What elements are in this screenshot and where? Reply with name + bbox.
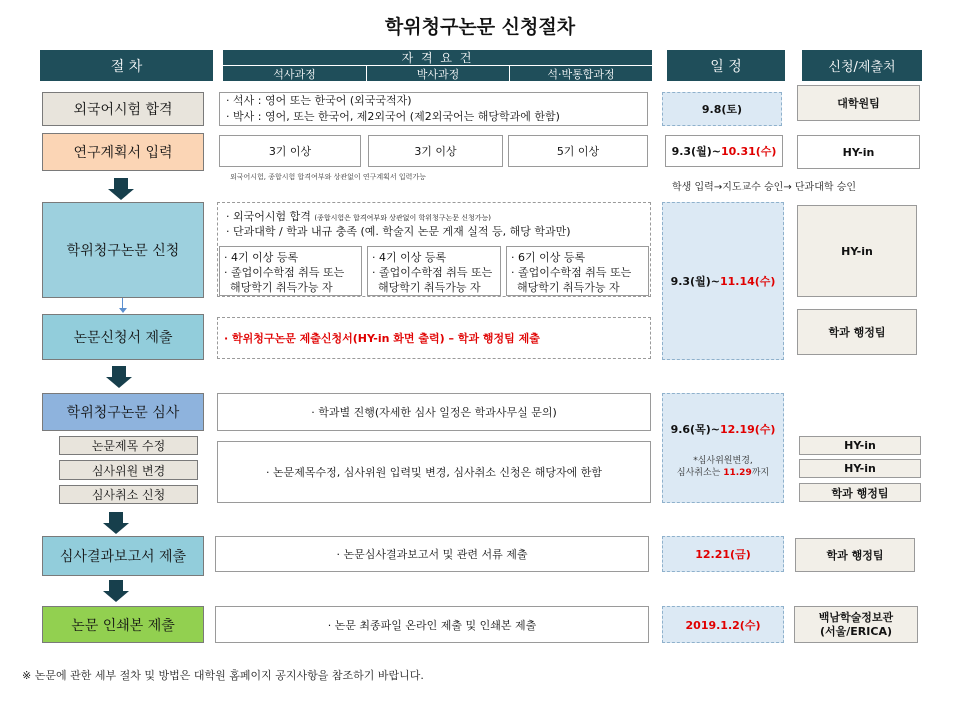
apply-req-language: · 외국어시험 합격 (종합시험은 합격여부와 상관없이 학위청구논문 신청가능): [226, 210, 492, 223]
review-sub-requirement: · 논문제목수정, 심사위원 입력및 변경, 심사취소 신청은 해당자에 한함: [217, 441, 651, 503]
page-title: 학위청구논문 신청절차: [384, 16, 576, 38]
plan-masters: 3기 이상: [219, 135, 361, 167]
connector-arrow: [119, 298, 127, 314]
step-review-report: 심사결과보고서 제출: [42, 536, 204, 576]
review-date-note1: *심사위원변경,: [693, 456, 753, 466]
review-office-examiner: HY-in: [799, 459, 921, 478]
flow-arrow: [108, 178, 134, 200]
review-office-title: HY-in: [799, 436, 921, 455]
apply-req-language-note: (종합시험은 합격여부와 상관없이 학위청구논문 신청가능): [314, 214, 492, 222]
step-submit-form: 논문신청서 제출: [42, 314, 204, 360]
apply-date-start: 9.3(월)~: [670, 275, 720, 288]
apply-req-dept: · 단과대학 / 학과 내규 충족 (예. 학술지 논문 게재 실적 등, 해당 학과만): [226, 225, 571, 238]
step-thesis-review: 학위청구논문 심사: [42, 393, 204, 431]
language-req-masters: · 석사 : 영어 또는 한국어 (외국국적자): [226, 94, 412, 107]
plan-date-start: 9.3(월)~: [671, 145, 721, 158]
footnote: ※ 논문에 관한 세부 절차 및 방법은 대학원 홈페이지 공지사항을 참조하기 바랍니다.: [22, 669, 424, 682]
header-office: 신청/제출처: [802, 50, 922, 81]
step-language-exam: 외국어시험 합격: [42, 92, 204, 126]
step-research-plan: 연구계획서 입력: [42, 133, 204, 171]
review-requirement: · 학과별 진행(자세한 심사 일정은 학과사무실 문의): [217, 393, 651, 431]
header-integrated: 석·박통합과정: [510, 66, 652, 81]
report-date: 12.21(금): [662, 536, 784, 572]
apply-box-integrated: · 6기 이상 등록 · 졸업이수학점 취득 또는 해당학기 취득가능 자: [506, 246, 649, 296]
plan-note: 외국어시험, 종합시험 합격여부와 상관없이 연구계획서 입력가능: [230, 173, 426, 181]
plan-flow: 학생 입력→지도교수 승인→ 단과대학 승인: [672, 182, 857, 193]
print-date: 2019.1.2(수): [662, 606, 784, 643]
apply-office: HY-in: [797, 205, 917, 297]
language-req-doctoral: · 박사 : 영어, 또는 한국어, 제2외국어 (제2외국어는 해당학과에 한함): [226, 110, 560, 123]
header-schedule: 일 정: [667, 50, 785, 81]
report-office: 학과 행정팀: [795, 538, 915, 572]
apply-requirements: [217, 202, 651, 297]
review-sub-cancel: 심사취소 신청: [59, 485, 198, 504]
review-date-note2: 심사취소는: [676, 468, 724, 478]
apply-box-doctoral: · 4기 이상 등록 · 졸업이수학점 취득 또는 해당학기 취득가능 자: [367, 246, 501, 296]
review-date-note-deadline: 11.29: [723, 468, 752, 478]
header-requirements: 자 격 요 건: [223, 50, 652, 65]
print-requirement: · 논문 최종파일 온라인 제출 및 인쇄본 제출: [215, 606, 649, 643]
flow-arrow: [106, 366, 132, 388]
plan-doctoral: 3기 이상: [368, 135, 503, 167]
plan-integrated: 5기 이상: [508, 135, 648, 167]
flow-arrow: [103, 580, 129, 602]
apply-date-end: 11.14(수): [719, 275, 776, 288]
review-date: [662, 393, 784, 503]
header-doctoral: 박사과정: [367, 66, 509, 81]
flow-arrow: [103, 512, 129, 534]
print-office: [794, 606, 918, 643]
language-requirements: [219, 92, 648, 126]
plan-date: [665, 135, 783, 167]
header-masters: 석사과정: [223, 66, 366, 81]
step-print-copy: 논문 인쇄본 제출: [42, 606, 204, 643]
review-office-cancel: 학과 행정팀: [799, 483, 921, 502]
review-sub-examiner-change: 심사위원 변경: [59, 460, 198, 480]
review-date-end: 12.19(수): [719, 423, 776, 436]
print-office-line2: (서울/ERICA): [820, 624, 892, 638]
print-office-line1: 백남학술정보관: [818, 610, 894, 624]
review-date-note3: 까지: [751, 468, 770, 478]
apply-date: [662, 202, 784, 360]
review-sub-title-edit: 논문제목 수정: [59, 436, 198, 455]
apply-box-masters: · 4기 이상 등록 · 졸업이수학점 취득 또는 해당학기 취득가능 자: [219, 246, 362, 296]
header-procedure: 절 차: [40, 50, 213, 81]
submit-office: 학과 행정팀: [797, 309, 917, 355]
report-requirement: · 논문심사결과보고서 및 관련 서류 제출: [215, 536, 649, 572]
review-date-start: 9.6(목)~: [670, 423, 720, 436]
plan-date-end: 10.31(수): [720, 145, 777, 158]
submit-requirement: · 학위청구논문 제출신청서(HY-in 화면 출력) – 학과 행정팀 제출: [217, 317, 651, 359]
plan-office: HY-in: [797, 135, 920, 169]
language-office: 대학원팀: [797, 85, 920, 121]
step-thesis-application: 학위청구논문 신청: [42, 202, 204, 298]
language-date: 9.8(토): [662, 92, 782, 126]
